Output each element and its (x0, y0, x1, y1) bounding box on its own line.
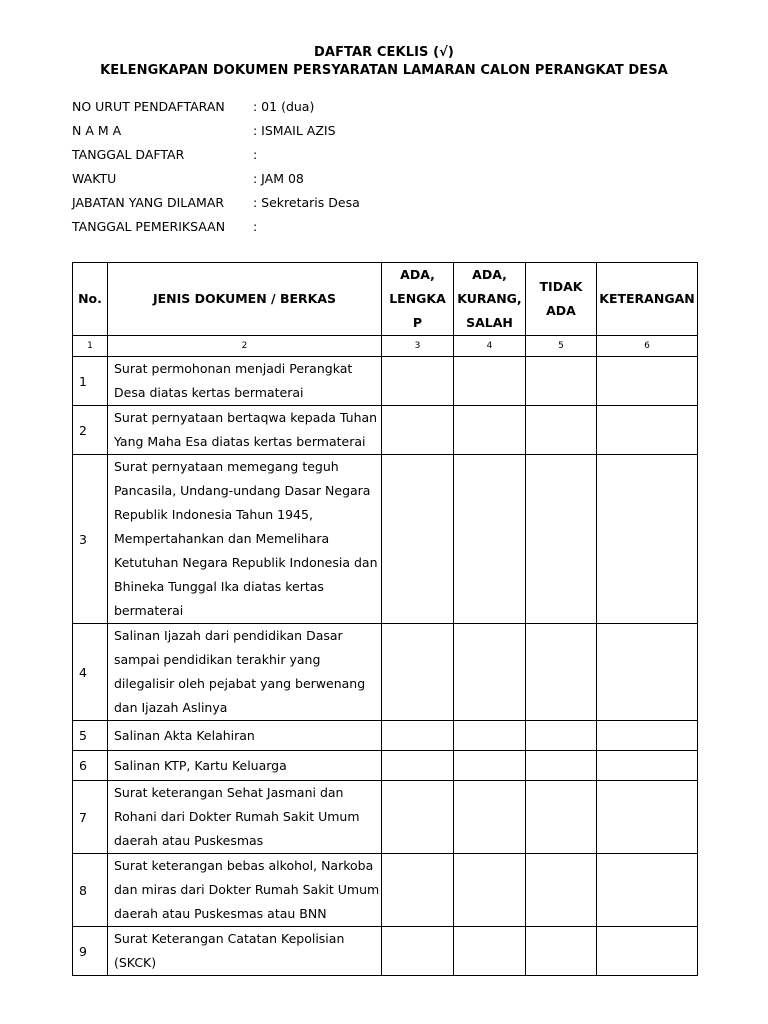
description-line: Surat keterangan bebas alkohol, Narkoba (114, 858, 374, 873)
description-line: dan Ijazah Aslinya (114, 700, 228, 715)
description-line: Desa diatas kertas bermaterai (114, 385, 304, 400)
document-description (108, 927, 382, 976)
description-line: daerah atau Puskesmas atau BNN (114, 906, 327, 921)
description-line: Pancasila, Undang-undang Dasar Negara (114, 483, 371, 498)
info-row-registration-number (72, 94, 360, 118)
column-number: 3 (382, 336, 454, 357)
header-no: No. (73, 263, 108, 336)
check-cell-ada-kurang[interactable] (454, 854, 526, 927)
row-number: 2 (73, 406, 108, 455)
table-row (73, 927, 698, 976)
check-cell-ada-lengkap[interactable] (382, 781, 454, 854)
check-cell-tidak-ada[interactable] (526, 927, 597, 976)
row-number: 7 (73, 781, 108, 854)
table-row (73, 455, 698, 624)
keterangan-cell[interactable] (597, 721, 698, 751)
header-text-line: ADA (546, 303, 576, 318)
description-line: bermaterai (114, 603, 184, 618)
check-cell-ada-lengkap[interactable] (382, 455, 454, 624)
row-number: 1 (73, 357, 108, 406)
description-line: dan miras dari Dokter Rumah Sakit Umum (114, 882, 380, 897)
check-cell-ada-lengkap[interactable] (382, 406, 454, 455)
row-number: 5 (73, 721, 108, 751)
description-line: Surat permohonan menjadi Perangkat (114, 361, 353, 376)
info-row-time (72, 166, 360, 190)
keterangan-cell[interactable] (597, 781, 698, 854)
info-value: : Sekretaris Desa (253, 194, 360, 210)
description-line: Surat keterangan Sehat Jasmani dan (114, 785, 344, 800)
check-cell-tidak-ada[interactable] (526, 406, 597, 455)
check-cell-ada-kurang[interactable] (454, 781, 526, 854)
header-text-line: TIDAK (539, 279, 583, 294)
check-cell-tidak-ada[interactable] (526, 357, 597, 406)
document-title: DAFTAR CEKLIS (√) (314, 45, 454, 60)
info-label: WAKTU (72, 170, 117, 186)
check-cell-ada-kurang[interactable] (454, 927, 526, 976)
check-cell-ada-lengkap[interactable] (382, 854, 454, 927)
row-number: 3 (73, 455, 108, 624)
document-description (108, 357, 382, 406)
table-row (73, 721, 698, 751)
description-line: daerah atau Puskesmas (114, 833, 264, 848)
table-row (73, 624, 698, 721)
column-number: 5 (526, 336, 597, 357)
description-line: Surat pernyataan bertaqwa kepada Tuhan (114, 410, 378, 425)
header-document-type: JENIS DOKUMEN / BERKAS (108, 263, 382, 336)
description-line: Surat Keterangan Catatan Kepolisian (114, 931, 345, 946)
check-cell-ada-kurang[interactable] (454, 624, 526, 721)
header-text-line: LENGKA (389, 291, 446, 306)
column-number: 1 (73, 336, 108, 357)
document-description (108, 455, 382, 624)
info-value: : (253, 218, 258, 234)
description-line: Yang Maha Esa diatas kertas bermaterai (114, 434, 366, 449)
check-cell-ada-lengkap[interactable] (382, 624, 454, 721)
info-row-name (72, 118, 360, 142)
description-line: Mempertahankan dan Memelihara (114, 531, 330, 546)
check-cell-ada-lengkap[interactable] (382, 357, 454, 406)
checklist-table (72, 262, 698, 976)
description-line: Ketutuhan Negara Republik Indonesia dan (114, 555, 378, 570)
info-label: TANGGAL PEMERIKSAAN (72, 218, 226, 234)
info-value: : JAM 08 (253, 170, 304, 186)
check-cell-tidak-ada[interactable] (526, 781, 597, 854)
column-number: 4 (454, 336, 526, 357)
header-ada-lengkap (382, 263, 454, 336)
header-tidak-ada (526, 263, 597, 336)
check-cell-tidak-ada[interactable] (526, 624, 597, 721)
column-number: 6 (597, 336, 698, 357)
info-label: JABATAN YANG DILAMAR (72, 194, 225, 210)
header-text-line: ADA, (472, 267, 507, 282)
row-number: 8 (73, 854, 108, 927)
row-number: 9 (73, 927, 108, 976)
check-cell-ada-kurang[interactable] (454, 357, 526, 406)
keterangan-cell[interactable] (597, 751, 698, 781)
info-label: TANGGAL DAFTAR (72, 146, 185, 162)
description-line: Bhineka Tunggal Ika diatas kertas (114, 579, 324, 594)
check-cell-tidak-ada[interactable] (526, 455, 597, 624)
table-row (73, 781, 698, 854)
table-header-row (73, 263, 698, 336)
description-line: Salinan KTP, Kartu Keluarga (114, 757, 287, 773)
table-row (73, 357, 698, 406)
check-cell-ada-kurang[interactable] (454, 406, 526, 455)
description-line: Salinan Ijazah dari pendidikan Dasar (114, 628, 343, 643)
row-number: 6 (73, 751, 108, 781)
document-subtitle: KELENGKAPAN DOKUMEN PERSYARATAN LAMARAN CALON PERANGKAT DESA (100, 63, 668, 78)
keterangan-cell[interactable] (597, 854, 698, 927)
description-line: Republik Indonesia Tahun 1945, (114, 507, 313, 522)
document-description (108, 854, 382, 927)
check-cell-tidak-ada[interactable] (526, 854, 597, 927)
applicant-info (72, 94, 360, 238)
info-row-inspection-date (72, 214, 360, 238)
column-number: 2 (108, 336, 382, 357)
description-line: dilegalisir oleh pejabat yang berwenang (114, 676, 366, 691)
header-ada-kurang-salah (454, 263, 526, 336)
info-row-registration-date (72, 142, 360, 166)
header-text-line: KURANG, (457, 291, 522, 306)
description-line: Salinan Akta Kelahiran (114, 727, 255, 743)
table-row (73, 406, 698, 455)
check-cell-ada-kurang[interactable] (454, 455, 526, 624)
column-number-row (73, 336, 698, 357)
check-cell-ada-kurang[interactable] (454, 751, 526, 781)
check-cell-ada-lengkap[interactable] (382, 927, 454, 976)
document-description (108, 406, 382, 455)
info-value: : 01 (dua) (253, 98, 315, 114)
check-cell-ada-lengkap[interactable] (382, 721, 454, 751)
keterangan-cell[interactable] (597, 927, 698, 976)
info-value: : (253, 146, 258, 162)
header-text-line: ADA, (400, 267, 435, 282)
info-value: : ISMAIL AZIS (253, 122, 336, 138)
info-row-position-applied (72, 190, 360, 214)
check-cell-tidak-ada[interactable] (526, 751, 597, 781)
document-description (108, 781, 382, 854)
description-line: (SKCK) (114, 955, 157, 970)
check-cell-tidak-ada[interactable] (526, 721, 597, 751)
table-row (73, 751, 698, 781)
header-keterangan: KETERANGAN (597, 263, 698, 336)
keterangan-cell[interactable] (597, 406, 698, 455)
description-line: Surat pernyataan memegang teguh (114, 459, 339, 474)
document-description (108, 751, 382, 781)
keterangan-cell[interactable] (597, 624, 698, 721)
header-text-line: SALAH (466, 315, 513, 330)
description-line: sampai pendidikan terakhir yang (114, 652, 321, 667)
header-text-line: P (412, 315, 423, 330)
check-cell-ada-kurang[interactable] (454, 721, 526, 751)
document-description (108, 721, 382, 751)
info-label: NO URUT PENDAFTARAN (72, 98, 225, 114)
table-row (73, 854, 698, 927)
check-cell-ada-lengkap[interactable] (382, 751, 454, 781)
keterangan-cell[interactable] (597, 455, 698, 624)
row-number: 4 (73, 624, 108, 721)
description-line: Rohani dari Dokter Rumah Sakit Umum (114, 809, 360, 824)
info-label: N A M A (72, 122, 122, 138)
keterangan-cell[interactable] (597, 357, 698, 406)
document-description (108, 624, 382, 721)
